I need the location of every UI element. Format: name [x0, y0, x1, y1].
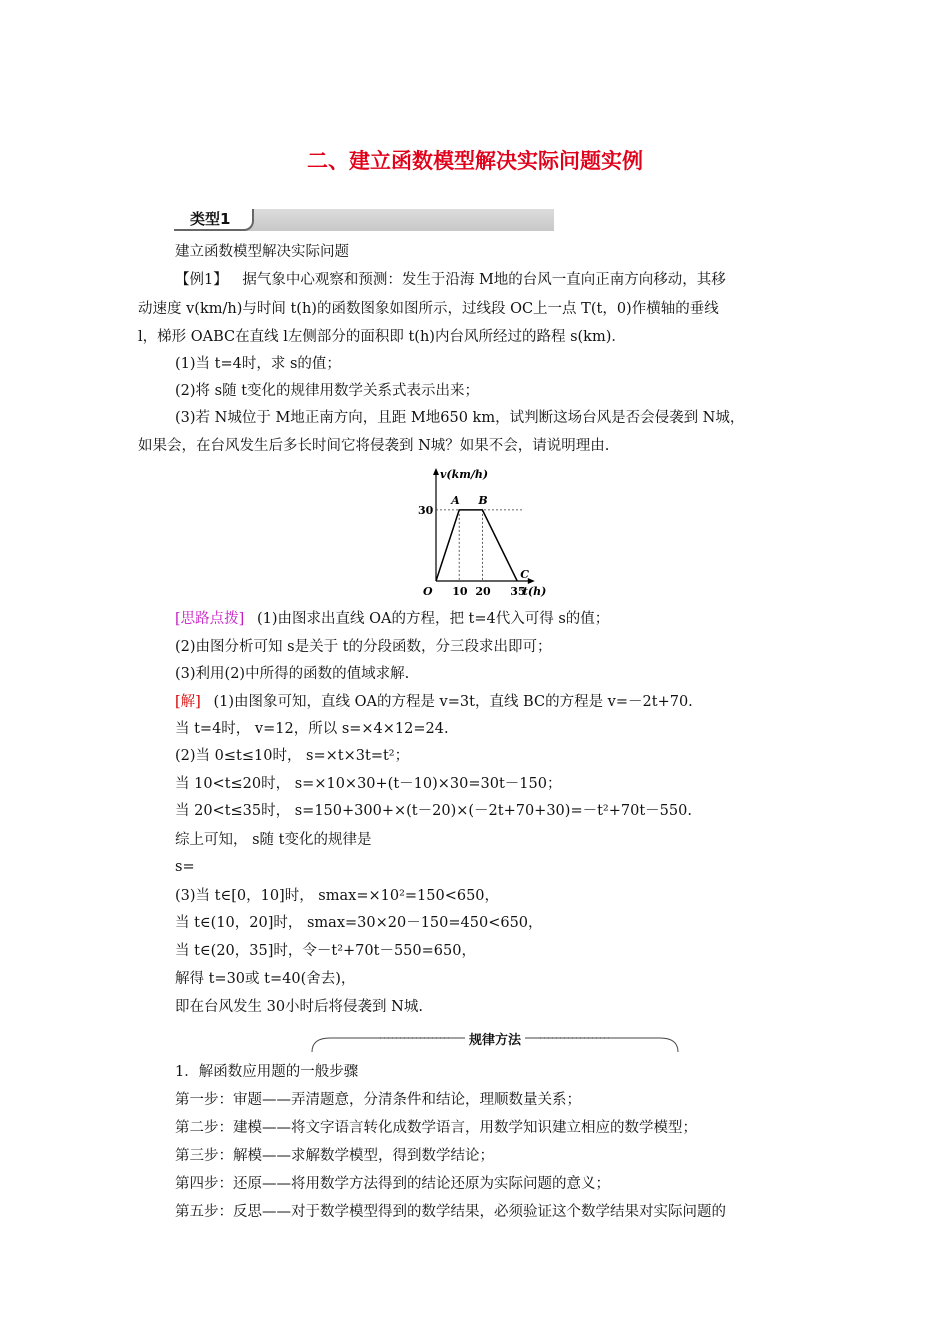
y-tick-label-30: 30 — [418, 503, 434, 517]
example-line-1: 动速度 v(km/h)与时间 t(h)的函数图象如图所示，过线段 OC上一点 T(t，0)作横轴的垂线 — [138, 301, 719, 317]
method-line-3: 第三步：解模——求解数学模型，得到数学结论； — [175, 1148, 494, 1164]
type-label: 类型1 — [174, 209, 254, 231]
solution-line-4: 当 20<t≤35时， s=150+300+×(t－20)×(－2t+70+30)=－t²+70t－550. — [175, 803, 692, 819]
hint-label: [思路点拨] — [175, 611, 245, 627]
method-line-5: 第五步：反思——对于数学模型得到的数学结果，必须验证这个数学结果对实际问题的 — [175, 1204, 726, 1220]
series-line — [436, 510, 517, 581]
solution-line-3: 当 10<t≤20时， s=×10×30+(t－10)×30=30t－150； — [175, 776, 562, 792]
example-question-1: (1)当 t=4时，求 s的值； — [175, 356, 341, 372]
solution-line-10: 解得 t=30或 t=40(舍去)， — [175, 971, 356, 987]
x-axis-label: t(h) — [522, 585, 547, 598]
point-label-C: C — [520, 568, 529, 581]
method-line-0: 1．解函数应用题的一般步骤 — [175, 1064, 359, 1080]
solution-line-2: (2)当 0≤t≤10时， s=×t×3t=t²； — [175, 748, 410, 764]
example-question-3: (3)若 N城位于 M地正南方向，且距 M地650 km，试判断这场台风是否会侵袭到 N城， — [175, 410, 745, 426]
method-line-2: 第二步：建模——将文字语言转化成数学语言，用数学知识建立相应的数学模型； — [175, 1120, 697, 1136]
solution-label: [解] — [175, 694, 201, 710]
hint-line-0: [思路点拨] (1)由图求出直线 OA的方程，把 t=4代入可得 s的值； — [175, 611, 610, 627]
solution-line-1: 当 t=4时， v=12，所以 s=×4×12=24. — [175, 721, 449, 737]
type-description: 建立函数模型解决实际问题 — [175, 244, 349, 260]
velocity-time-chart — [408, 464, 578, 604]
page-title: 二、建立函数模型解决实际问题实例 — [307, 149, 643, 173]
method-line-4: 第四步：还原——将用数学方法得到的结论还原为实际问题的意义； — [175, 1176, 610, 1192]
solution-line-6: s= — [175, 859, 195, 875]
solution-line-9: 当 t∈(20，35]时，令－t²+70t－550=650， — [175, 943, 476, 959]
type-header-bar — [174, 209, 554, 231]
hint-line-1: (2)由图分析可知 s是关于 t的分段函数，分三段求出即可； — [175, 639, 552, 655]
solution-line-0: [解] (1)由图象可知，直线 OA的方程是 v=3t，直线 BC的方程是 v=－2t+70. — [175, 694, 693, 710]
solution-line-5: 综上可知， s随 t变化的规律是 — [175, 832, 372, 848]
x-tick-label-10: 10 — [452, 585, 468, 598]
hint-line-2: (3)利用(2)中所得的函数的值域求解. — [175, 666, 410, 682]
y-axis-arrow — [433, 468, 439, 475]
example-question-2: (2)将 s随 t变化的规律用数学关系式表示出来； — [175, 383, 480, 399]
solution-line-7: (3)当 t∈[0，10]时， smax=×10²=150<650， — [175, 888, 500, 904]
example-line-0: 【例1】 据气象中心观察和预测：发生于沿海 M地的台风一直向正南方向移动，其移 — [175, 272, 726, 288]
solution-line-11: 即在台风发生 30小时后将侵袭到 N城. — [175, 999, 423, 1015]
method-label: 规律方法 — [465, 1033, 525, 1048]
solution-line-8: 当 t∈(10，20]时， smax=30×20－150=450<650， — [175, 915, 543, 931]
example-question-3-cont: 如果会，在台风发生后多长时间它将侵袭到 N城？如果不会，请说明理由. — [138, 438, 610, 454]
point-label-B: B — [478, 493, 488, 507]
x-tick-label-20: 20 — [475, 585, 491, 598]
method-banner — [310, 1032, 680, 1054]
example-label: 【例1】 — [175, 272, 228, 288]
point-label-A: A — [451, 493, 460, 507]
method-line-1: 第一步：审题——弄清题意，分清条件和结论，理顺数量关系； — [175, 1092, 581, 1108]
example-line-2: l，梯形 OABC在直线 l左侧部分的面积即 t(h)内台风所经过的路程 s(km)． — [138, 329, 626, 345]
point-label-O: O — [423, 585, 433, 598]
x-tick-label-35: 35 — [510, 585, 526, 598]
y-axis-label: v(km/h) — [440, 468, 489, 481]
